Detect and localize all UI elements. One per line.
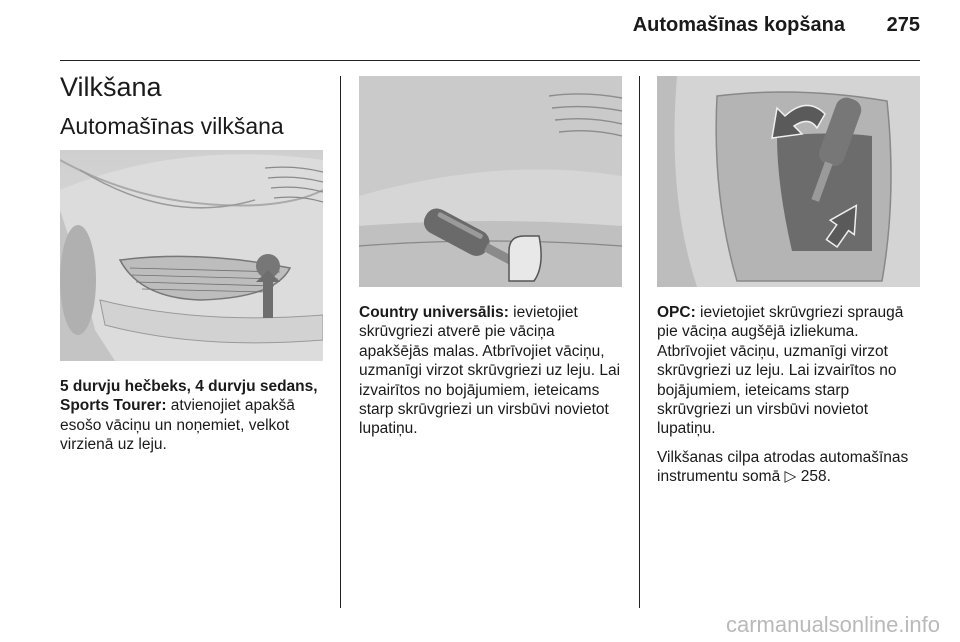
instruction-body: ievietojiet skrūvgriezi spraugā pie vāciņa augšējā izliekuma. Atbrīvojiet vāciņu, uzmanīgi virzot skrūvgriezi uz leju. Lai izvairītos no bojājumiem, ieteicams starp skrūvgriezi un virsbūvi novietot lupatiņu.	[657, 304, 904, 438]
instruction-hatchback	[60, 377, 325, 455]
page-reference: 258.	[796, 468, 831, 486]
figure-front-bumper	[60, 150, 323, 361]
header-rule	[60, 60, 920, 61]
column-divider-1	[340, 76, 341, 608]
column-1-text	[60, 377, 325, 464]
triangle-right-icon: ▷	[784, 468, 797, 486]
page-number: 275	[886, 14, 920, 36]
instruction-country	[359, 303, 624, 439]
instruction-body: atvienojiet apakšā esošo vāciņu un noņemiet, velkot virzienā uz leju.	[60, 397, 295, 454]
section-subheading: Automašīnas vilkšana	[60, 113, 284, 139]
column-2-text	[359, 303, 624, 448]
instruction-lead: OPC:	[657, 304, 696, 321]
running-header-title: Automašīnas kopšana	[632, 14, 845, 36]
towing-eye-text: Vilkšanas cilpa atrodas automašīnas instrumentu somā	[657, 448, 909, 486]
column-3-text	[657, 303, 922, 496]
column-divider-2	[639, 76, 640, 608]
watermark: carmanualsonline.info	[725, 612, 940, 637]
towing-eye-location	[657, 448, 922, 487]
instruction-lead: 5 durvju hečbeks, 4 durvju sedans, Sports Tourer:	[60, 378, 318, 415]
figure-screwdriver-lower	[359, 76, 622, 287]
instruction-body: ievietojiet skrūvgriezi atverē pie vāciņa apakšējās malas. Atbrīvojiet vāciņu, uzmanīgi virzot skrūvgriezi uz leju. Lai izvairītos no bojājumiem, ieteicams starp skrūvgriezi un virsbūvi novietot lupatiņu.	[359, 304, 621, 438]
section-heading: Vilkšana	[60, 72, 162, 102]
instruction-lead: Country universālis:	[359, 304, 509, 321]
figure-screwdriver-opc	[657, 76, 920, 287]
instruction-opc	[657, 303, 922, 439]
